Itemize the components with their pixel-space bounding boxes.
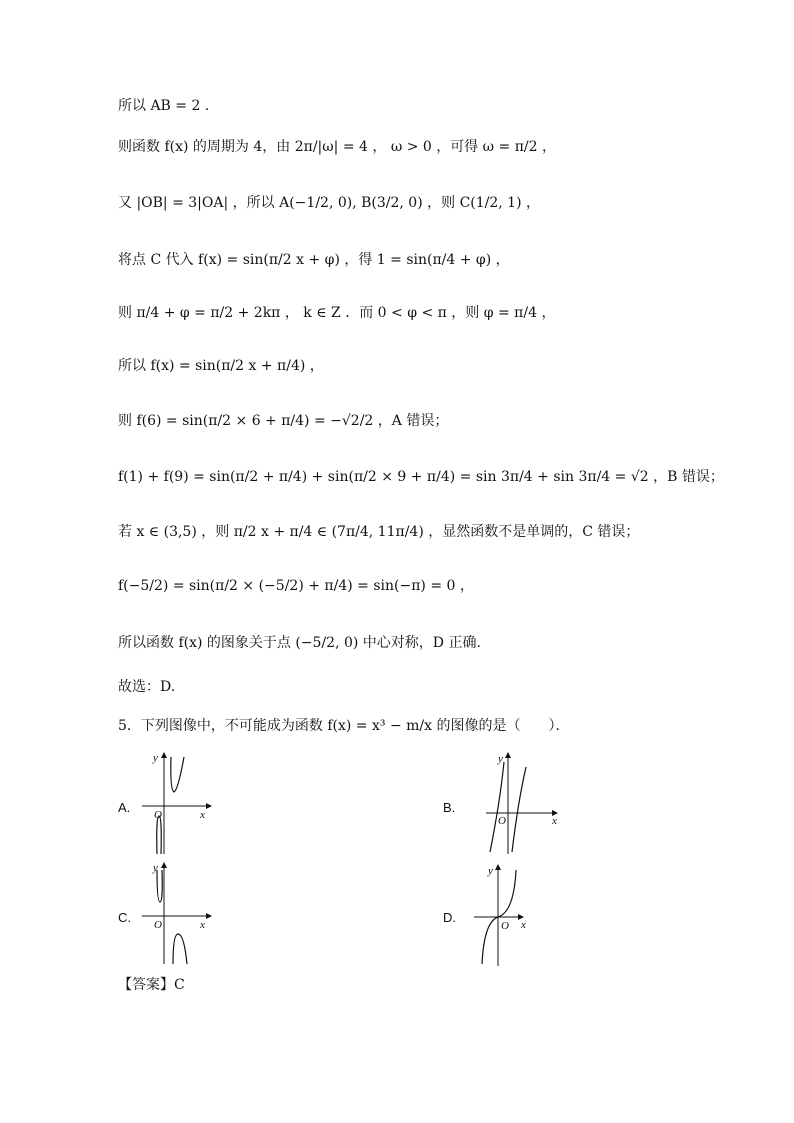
curve-branch-right <box>171 757 184 792</box>
origin-label: O <box>154 809 162 821</box>
text-line-1: 所以 AB = 2 . <box>118 98 210 114</box>
origin-label: O <box>154 919 162 931</box>
option-d-graph <box>474 862 549 966</box>
y-axis-arrow <box>161 862 167 868</box>
option-a-label: A. <box>118 800 131 815</box>
answer-line: 【答案】C <box>118 977 185 993</box>
y-axis-label: y <box>488 865 493 877</box>
text-line-8: f(1) + f(9) = sin(π/2 + π/4) + sin(π/2 × 9 + π/4) = sin 3π/4 + sin 3π/4 = √2 ，B 错误； <box>118 469 724 485</box>
y-axis-arrow <box>505 752 511 758</box>
x-axis-label: x <box>521 919 526 931</box>
text-line-12: 故选：D. <box>118 679 176 695</box>
question-5-stem: 5．下列图像中，不可能成为函数 f(x) = x³ − m/x 的图像的是（ ）． <box>118 718 570 734</box>
x-axis-arrow <box>206 803 212 809</box>
text-line-9: 若 x ∈ (3,5) ，则 π/2 x + π/4 ∈ (7π/4, 11π/4) ，显然函数不是单调的，C 错误； <box>118 524 640 540</box>
text-line-5: 则 π/4 + φ = π/2 + 2kπ ， k ∈ Z ．而 0 < φ < π ，则 φ = π/4 ， <box>118 305 556 321</box>
curve-branch-left <box>157 870 162 902</box>
curve-branch-right <box>512 767 526 852</box>
y-axis-arrow <box>495 864 501 870</box>
text-line-3: 又 |OB| = 3|OA| ，所以 A(−1/2, 0), B(3/2, 0) ，则 C(1/2, 1) ， <box>118 195 540 211</box>
x-axis-label: x <box>552 815 557 827</box>
text-line-6: 所以 f(x) = sin(π/2 x + π/4) ， <box>118 358 324 374</box>
option-b-label: B. <box>443 800 456 815</box>
y-axis-label: y <box>153 752 158 764</box>
option-a-graph <box>140 752 215 856</box>
y-axis-label: y <box>153 862 158 874</box>
option-d-label: D. <box>443 910 456 925</box>
y-axis-arrow <box>161 752 167 758</box>
text-line-11: 所以函数 f(x) 的图象关于点 (−5/2, 0) 中心对称，D 正确. <box>118 635 481 651</box>
option-c-graph <box>140 862 215 966</box>
curve-branch-left <box>157 816 162 854</box>
curve-branch-right <box>173 934 187 964</box>
option-c-label: C. <box>118 910 131 925</box>
x-axis-arrow <box>206 913 212 919</box>
x-axis-label: x <box>200 919 205 931</box>
origin-label: O <box>501 920 509 932</box>
option-b-graph <box>486 752 561 856</box>
x-axis-label: x <box>200 809 205 821</box>
text-line-7: 则 f(6) = sin(π/2 × 6 + π/4) = −√2/2 ，A 错误； <box>118 413 449 429</box>
curve-branch-left <box>490 762 504 852</box>
text-line-2: 则函数 f(x) 的周期为 4，由 2π/|ω| = 4 ， ω > 0 ，可得 ω = π/2 ， <box>118 139 556 155</box>
origin-label: O <box>498 815 506 827</box>
y-axis-label: y <box>498 753 503 765</box>
text-line-10: f(−5/2) = sin(π/2 × (−5/2) + π/4) = sin(−π) = 0 ， <box>118 578 474 594</box>
text-line-4: 将点 C 代入 f(x) = sin(π/2 x + φ) ，得 1 = sin(π/4 + φ) ， <box>118 252 510 268</box>
